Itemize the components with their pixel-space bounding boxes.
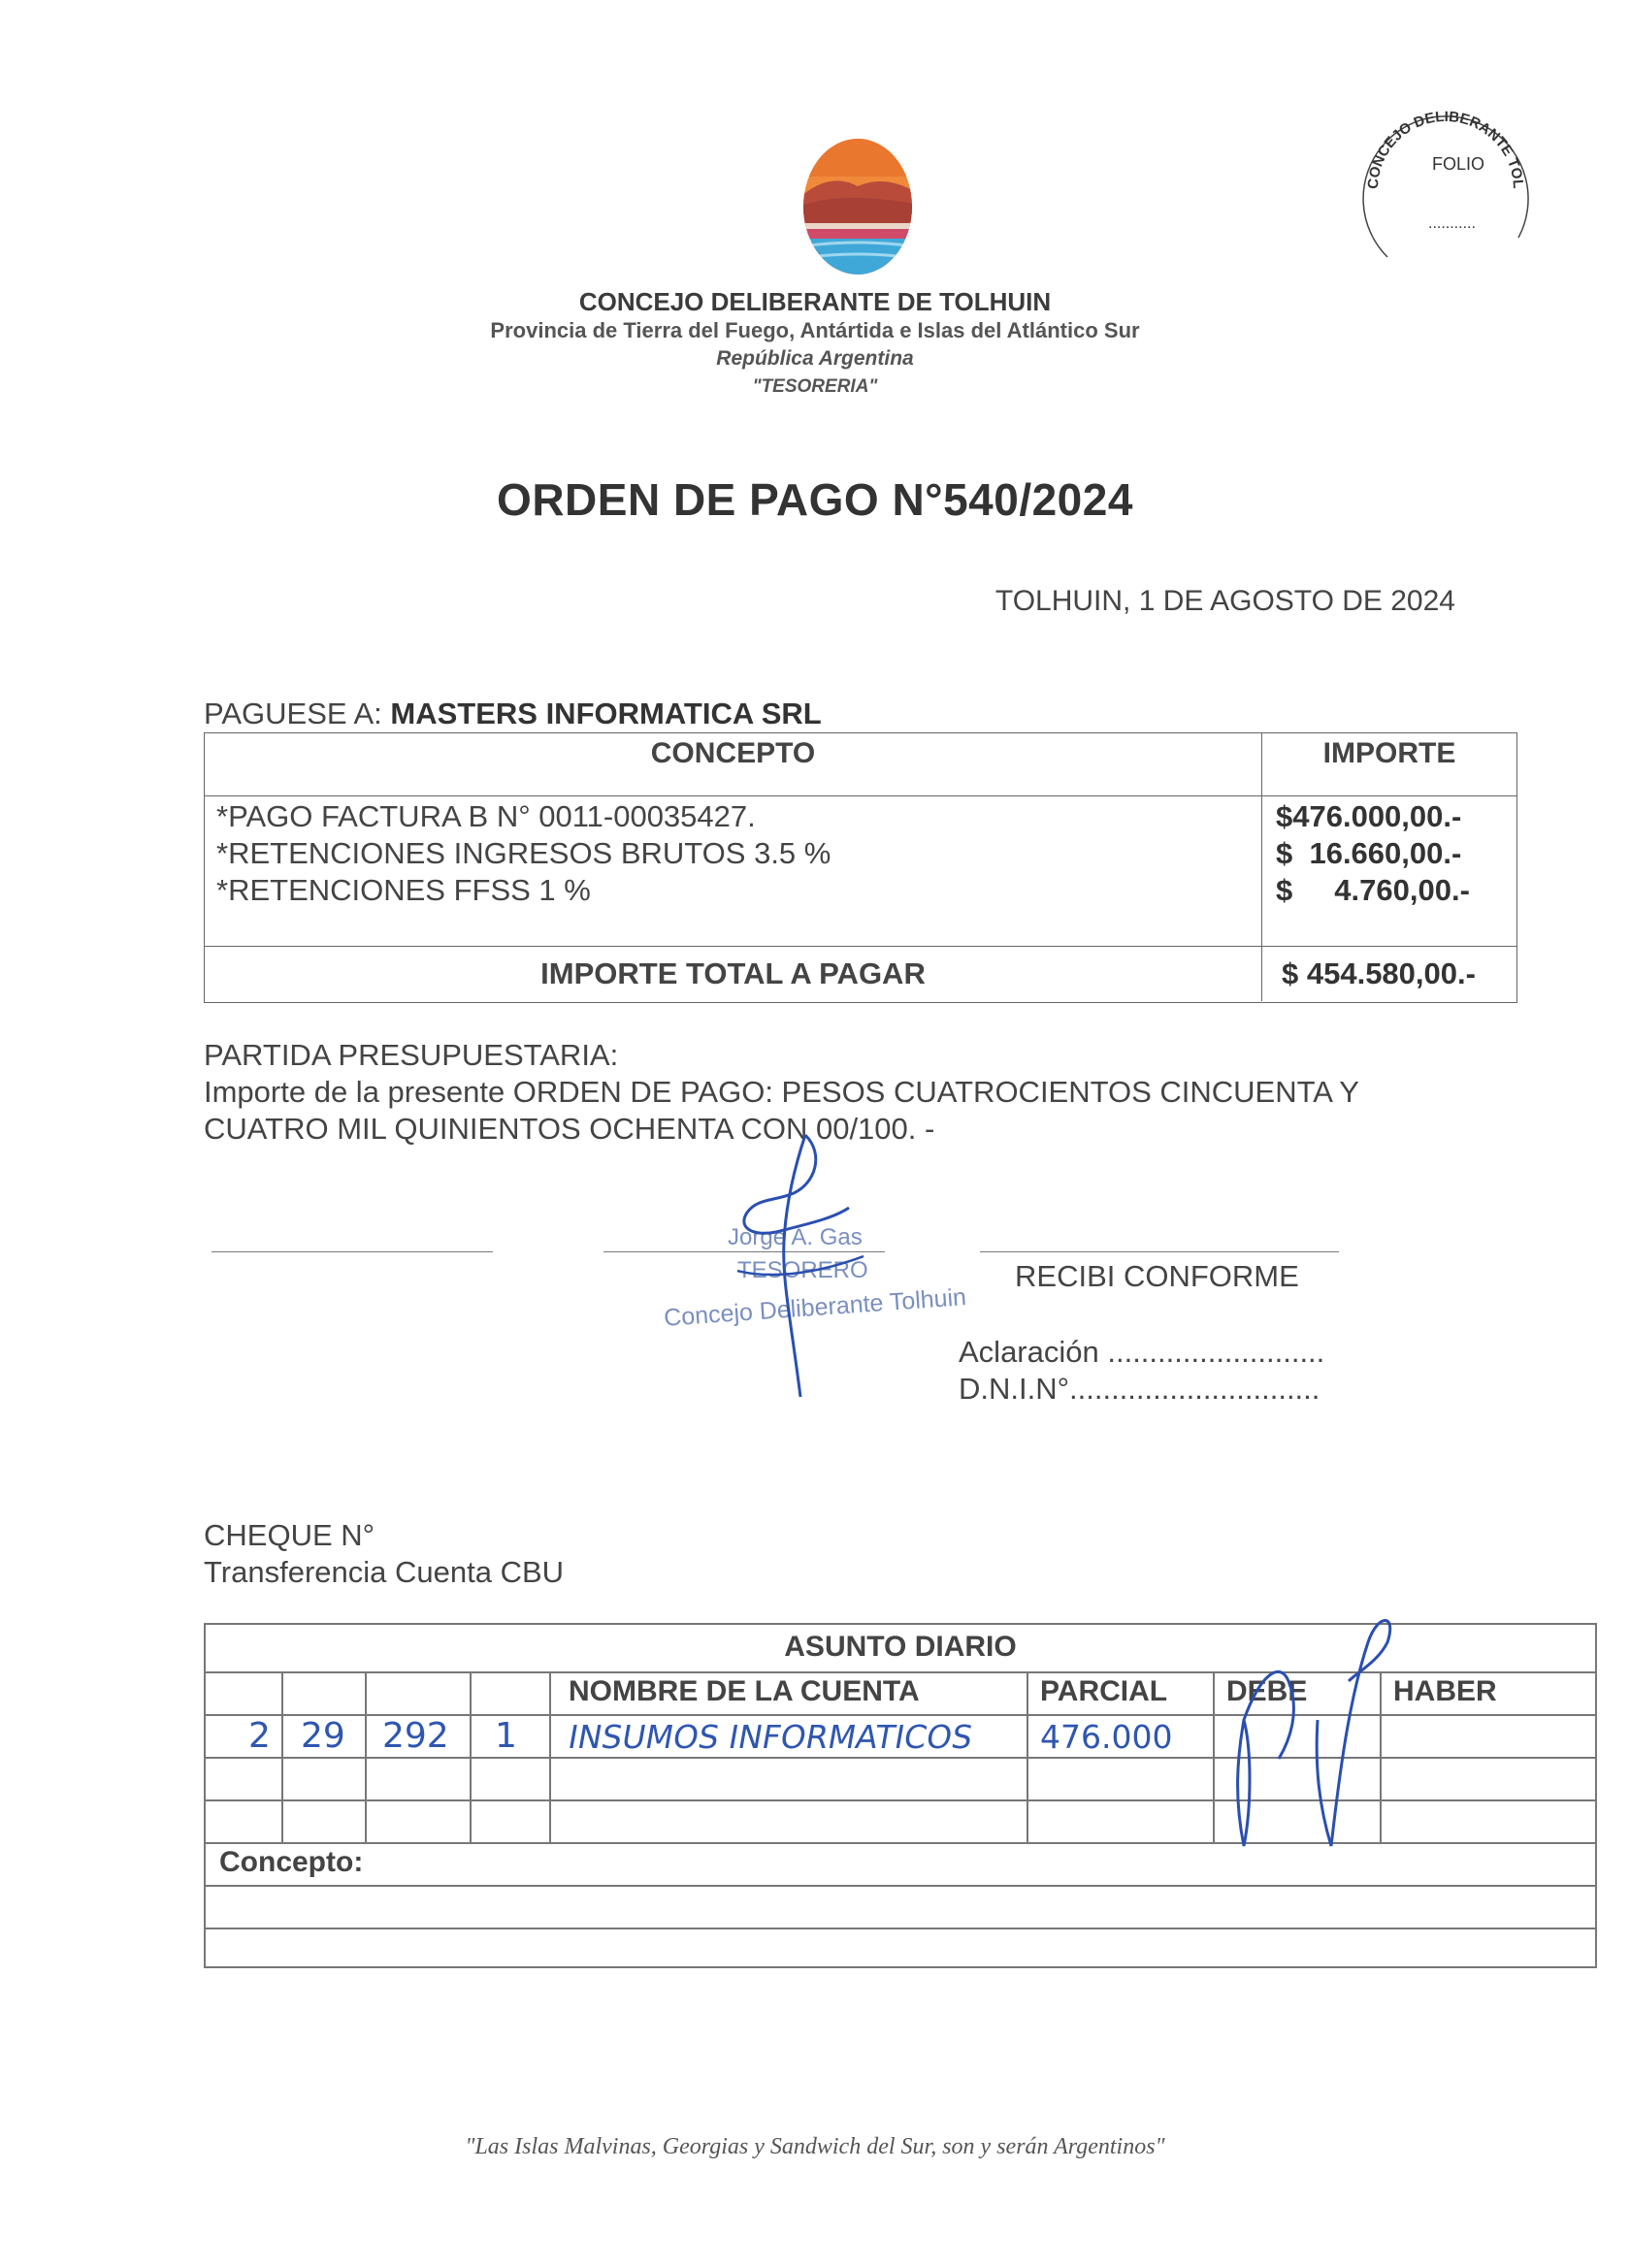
handwritten-initials bbox=[1222, 1604, 1407, 1856]
province-name: Provincia de Tierra del Fuego, Antártida e Islas del Atlántico Sur bbox=[490, 318, 1140, 342]
signature-line-left bbox=[212, 1251, 493, 1252]
recibi-conforme: RECIBI CONFORME bbox=[1015, 1259, 1299, 1293]
amount-row-1: $476.000,00.- bbox=[1276, 799, 1462, 833]
handwritten-code-2: 29 bbox=[301, 1716, 345, 1756]
handwritten-parcial: 476.000 bbox=[1040, 1718, 1173, 1756]
total-amount: $ 454.580,00.- bbox=[1282, 956, 1476, 990]
grid-line bbox=[204, 1623, 206, 1968]
organization-name: CONCEJO DELIBERANTE DE TOLHUIN bbox=[578, 287, 1052, 316]
svg-text:CONCEJO DELIBERANTE TOLHUIN bbox=[1349, 92, 1526, 189]
handwritten-signature bbox=[679, 1125, 931, 1407]
grid-line bbox=[470, 1671, 472, 1842]
stamp-ring-text: CONCEJO DELIBERANTE TOL bbox=[1364, 108, 1527, 190]
payee-name: MASTERS INFORMATICA SRL bbox=[390, 697, 822, 730]
grid-line bbox=[1213, 1671, 1215, 1842]
column-header-haber: HABER bbox=[1393, 1675, 1497, 1707]
stamp-treasurer-role: TESORERO bbox=[737, 1257, 868, 1283]
handwritten-code-1: 2 bbox=[248, 1716, 271, 1756]
journal-title: ASUNTO DIARIO bbox=[784, 1631, 1017, 1663]
concept-row-2: *RETENCIONES INGRESOS BRUTOS 3.5 % bbox=[216, 836, 831, 870]
folio-stamp bbox=[1349, 92, 1543, 286]
cheque-label: CHEQUE N° bbox=[204, 1518, 375, 1552]
grid-line bbox=[549, 1671, 551, 1842]
footer-slogan: "Las Islas Malvinas, Georgias y Sandwich del Sur, son y serán Argentinos" bbox=[465, 2134, 1165, 2159]
partida-label: PARTIDA PRESUPUESTARIA: bbox=[204, 1038, 619, 1072]
concept-row-1: *PAGO FACTURA B N° 0011-00035427. bbox=[216, 799, 756, 833]
handwritten-code-4: 1 bbox=[495, 1716, 517, 1756]
payment-table bbox=[204, 732, 1517, 1003]
handwritten-account: INSUMOS INFORMATICOS bbox=[565, 1718, 976, 1756]
grid-line bbox=[1027, 1671, 1028, 1842]
department-name: "TESORERIA" bbox=[752, 376, 878, 397]
table-divider bbox=[1261, 733, 1262, 1001]
column-header-amount: IMPORTE bbox=[1322, 737, 1456, 769]
table-divider bbox=[205, 946, 1516, 947]
total-label: IMPORTE TOTAL A PAGAR bbox=[540, 956, 926, 990]
signature-line-receiver bbox=[980, 1251, 1339, 1252]
column-header-parcial: PARCIAL bbox=[1040, 1675, 1168, 1707]
amount-in-words-2: CUATRO MIL QUINIENTOS OCHENTA CON 00/100. - bbox=[204, 1112, 935, 1146]
payee-label: PAGUESE A: bbox=[204, 697, 391, 730]
grid-line bbox=[281, 1671, 283, 1842]
table-divider bbox=[205, 795, 1516, 796]
payee-line bbox=[204, 697, 822, 731]
clarification-field: Aclaración .......................... bbox=[959, 1335, 1325, 1369]
handwritten-code-3: 292 bbox=[382, 1716, 449, 1756]
document-date: TOLHUIN, 1 DE AGOSTO DE 2024 bbox=[994, 585, 1455, 617]
amount-row-3: $ 4.760,00.- bbox=[1276, 873, 1470, 907]
folio-label: FOLIO bbox=[1432, 154, 1485, 174]
stamp-treasurer-org: Concejo Deliberante Tolhuin bbox=[663, 1283, 967, 1332]
column-header-debe: DEBE bbox=[1226, 1675, 1308, 1707]
grid-line bbox=[204, 1885, 1597, 1887]
concept-label: Concepto: bbox=[219, 1846, 364, 1878]
transfer-label: Transferencia Cuenta CBU bbox=[204, 1555, 565, 1589]
council-logo bbox=[801, 138, 914, 275]
column-header-account-name: NOMBRE DE LA CUENTA bbox=[569, 1675, 920, 1707]
journal-entry-table bbox=[204, 1623, 1597, 1968]
republic-name: República Argentina bbox=[716, 347, 914, 370]
column-header-concept: CONCEPTO bbox=[650, 737, 816, 769]
grid-line bbox=[204, 1928, 1597, 1929]
folio-number: ........... bbox=[1428, 215, 1476, 232]
amount-in-words-1: Importe de la presente ORDEN DE PAGO: PESOS CUATROCIENTOS CINCUENTA Y bbox=[204, 1075, 1359, 1109]
grid-line bbox=[365, 1671, 367, 1842]
page-title: ORDEN DE PAGO N°540/2024 bbox=[497, 474, 1133, 525]
grid-line bbox=[204, 1966, 1597, 1968]
amount-row-2: $ 16.660,00.- bbox=[1276, 836, 1462, 870]
grid-line bbox=[1595, 1623, 1597, 1968]
concept-row-3: *RETENCIONES FFSS 1 % bbox=[216, 873, 591, 907]
stamp-treasurer-name: Jorge A. Gas bbox=[728, 1224, 863, 1250]
dni-field: D.N.I.N°.............................. bbox=[959, 1372, 1320, 1406]
